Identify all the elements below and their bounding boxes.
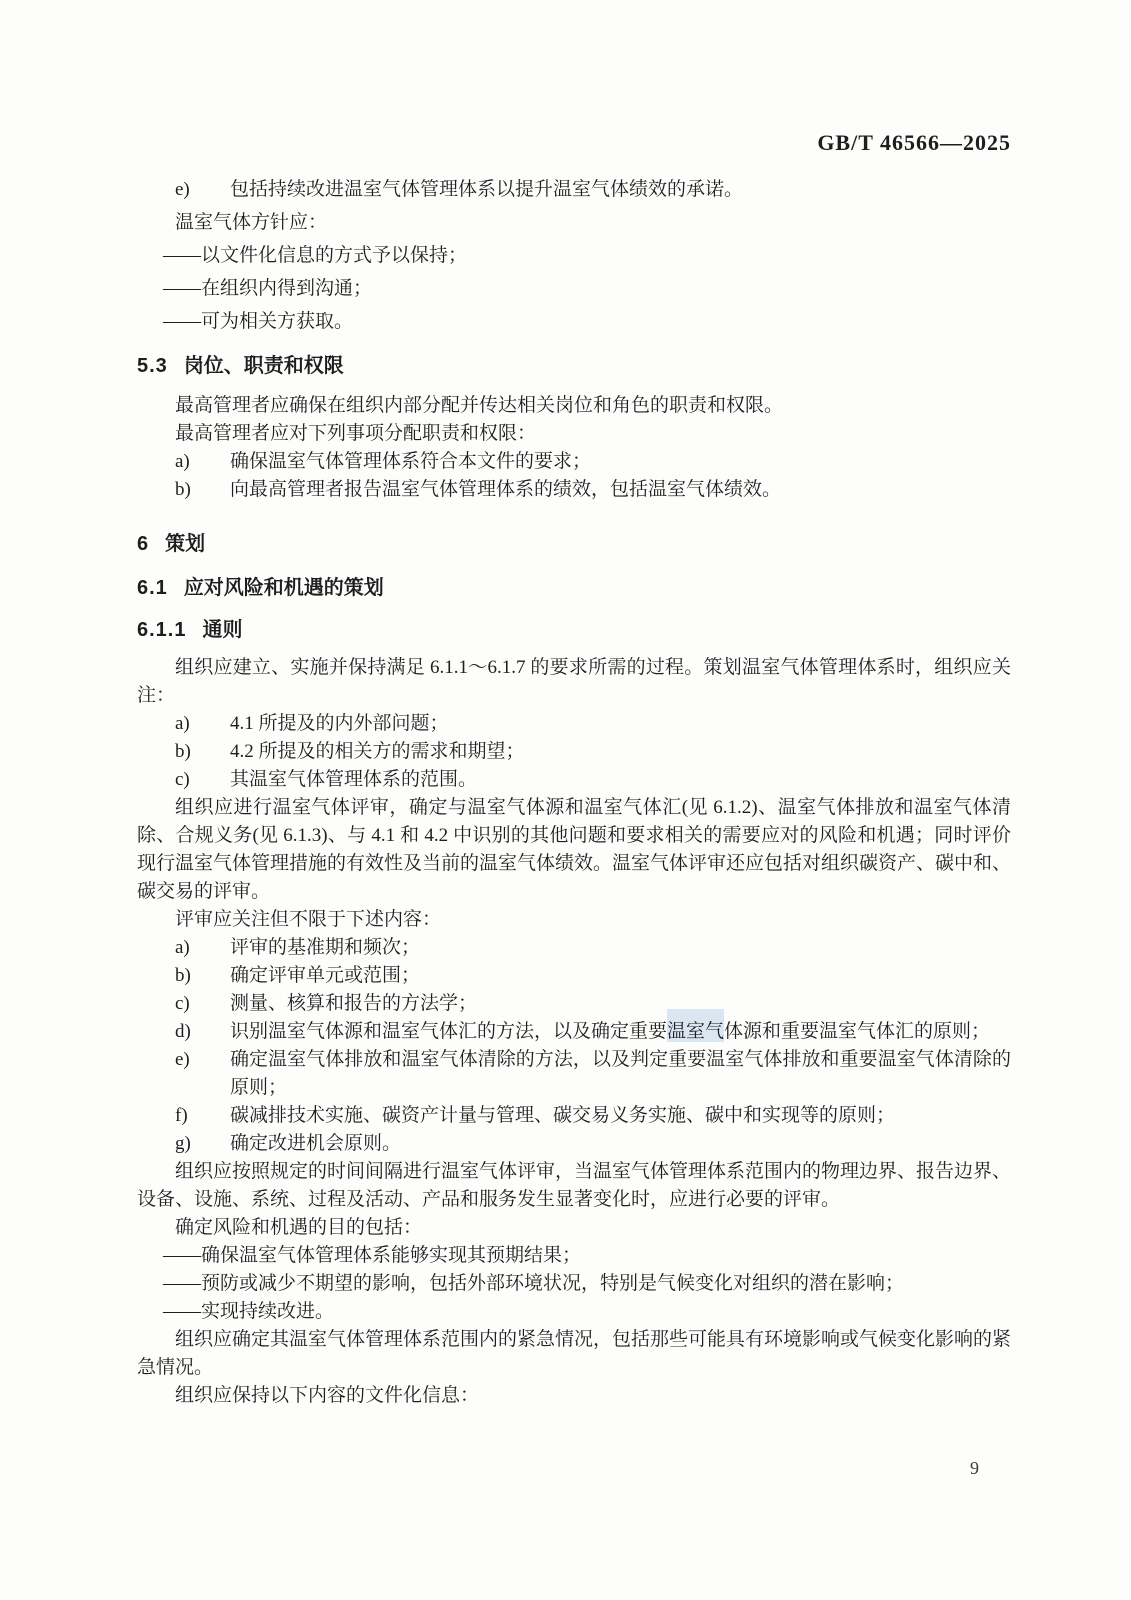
page-number: 9 xyxy=(970,1458,979,1478)
heading-title: 岗位、职责和权限 xyxy=(183,355,344,377)
list-item-text: 确保温室气体管理体系符合本文件的要求； xyxy=(230,451,592,472)
list-item-label: e) xyxy=(175,179,190,200)
dash-item: ——预防或减少不期望的影响，包括外部环境状况，特别是气候变化对组织的潜在影响； xyxy=(163,1273,905,1294)
list-item-label: c) xyxy=(175,769,190,790)
heading-number: 6.1.1 xyxy=(137,619,187,641)
heading-number: 5.3 xyxy=(137,355,168,377)
list-item-label: c) xyxy=(175,993,190,1014)
list-item-e xyxy=(137,1046,1011,1102)
paragraph: 组织应建立、实施并保持满足 6.1.1～6.1.7 的要求所需的过程。策划温室气体管理体系时，组织应关注： xyxy=(137,657,1011,706)
paragraph: 组织应保持以下内容的文件化信息： xyxy=(175,1385,480,1406)
dash-item: ——确保温室气体管理体系能够实现其预期结果； xyxy=(163,1245,582,1266)
list-item-c xyxy=(137,990,1011,1018)
paragraph: 组织应进行温室气体评审，确定与温室气体源和温室气体汇(见 6.1.2)、温室气体排放和温室气体清除、合规义务(见 6.1.3)、与 4.1 和 4.2 中识别的其他问题和要求相关的需要应对的风险和机遇；同时评价现行温室气体管理措施的有效性及当前的温室气体绩效。温室气体评审还应包括对组织碳资产、碳中和、碳交易的评审。 xyxy=(137,797,1012,902)
list-item-text: 确定改进机会原则。 xyxy=(230,1133,402,1154)
list-item-label: f) xyxy=(175,1105,188,1126)
list-item-a xyxy=(137,710,1011,738)
running-header-standard-number: GB/T 46566—2025 xyxy=(817,130,1011,155)
list-item-label: a) xyxy=(175,451,190,472)
paragraph: 组织应按照规定的时间间隔进行温室气体评审，当温室气体管理体系范围内的物理边界、报告边界、设备、设施、系统、过程及活动、产品和服务发生显著变化时，应进行必要的评审。 xyxy=(137,1161,1012,1210)
paragraph: 评审应关注但不限于下述内容： xyxy=(175,909,442,930)
dash-item: ——在组织内得到沟通； xyxy=(163,278,373,299)
heading-number: 6.1 xyxy=(137,577,168,599)
list-item-text xyxy=(230,1021,990,1042)
dash-item: ——可为相关方获取。 xyxy=(163,311,354,332)
text-segment: 识别温室气体源和温室气体汇的方法，以及确定重要 xyxy=(230,1021,668,1042)
list-item-text: 测量、核算和报告的方法学； xyxy=(230,993,478,1014)
list-item-d xyxy=(137,1018,1011,1046)
list-item-text: 其温室气体管理体系的范围。 xyxy=(230,769,478,790)
list-item-label: a) xyxy=(175,713,190,734)
list-item-label: b) xyxy=(175,741,191,762)
dash-item: ——以文件化信息的方式予以保持； xyxy=(163,245,468,266)
heading-6.1 xyxy=(137,574,1011,602)
scan-highlight: 温室气 xyxy=(667,1021,725,1042)
list-item-label: e) xyxy=(175,1049,190,1070)
paragraph: 组织应确定其温室气体管理体系范围内的紧急情况，包括那些可能具有环境影响或气候变化影响的紧急情况。 xyxy=(137,1329,1012,1378)
list-item-b xyxy=(137,476,1011,504)
list-item-label: b) xyxy=(175,965,191,986)
list-item-label: a) xyxy=(175,937,190,958)
list-item-c xyxy=(137,766,1011,794)
heading-6.1.1 xyxy=(137,616,1011,644)
list-item-text: 确定温室气体排放和温室气体清除的方法，以及判定重要温室气体排放和重要温室气体清除的原则； xyxy=(230,1049,1011,1098)
paragraph: 温室气体方针应： xyxy=(175,212,328,233)
heading-title: 应对风险和机遇的策划 xyxy=(183,577,384,599)
list-item-e xyxy=(137,176,1011,204)
paragraph: 最高管理者应对下列事项分配职责和权限： xyxy=(175,423,537,444)
heading-5.3 xyxy=(137,352,1011,380)
list-item-a xyxy=(137,448,1011,476)
list-item-text: 包括持续改进温室气体管理体系以提升温室气体绩效的承诺。 xyxy=(230,179,744,200)
list-item-text: 4.1 所提及的内外部问题； xyxy=(230,713,449,734)
list-item-text: 确定评审单元或范围； xyxy=(230,965,421,986)
list-item-f xyxy=(137,1102,1011,1130)
heading-6 xyxy=(137,530,1011,558)
list-item-b xyxy=(137,738,1011,766)
list-item-label: d) xyxy=(175,1021,191,1042)
heading-title: 通则 xyxy=(202,619,243,641)
list-item-text: 4.2 所提及的相关方的需求和期望； xyxy=(230,741,525,762)
paragraph: 确定风险和机遇的目的包括： xyxy=(175,1217,423,1238)
paragraph: 最高管理者应确保在组织内部分配并传达相关岗位和角色的职责和权限。 xyxy=(175,395,784,416)
list-item-label: b) xyxy=(175,479,191,500)
list-item-text: 评审的基准期和频次； xyxy=(230,937,421,958)
list-item-text: 碳减排技术实施、碳资产计量与管理、碳交易义务实施、碳中和实现等的原则； xyxy=(230,1105,896,1126)
list-item-text: 向最高管理者报告温室气体管理体系的绩效，包括温室气体绩效。 xyxy=(230,479,782,500)
list-item-a xyxy=(137,934,1011,962)
list-item-label: g) xyxy=(175,1133,191,1154)
heading-title: 策划 xyxy=(165,533,206,555)
list-item-g xyxy=(137,1130,1011,1158)
dash-item: ——实现持续改进。 xyxy=(163,1301,335,1322)
heading-number: 6 xyxy=(137,533,150,555)
text-segment: 体源和重要温室气体汇的原则； xyxy=(724,1021,991,1042)
document-body xyxy=(137,176,1011,1410)
list-item-b xyxy=(137,962,1011,990)
